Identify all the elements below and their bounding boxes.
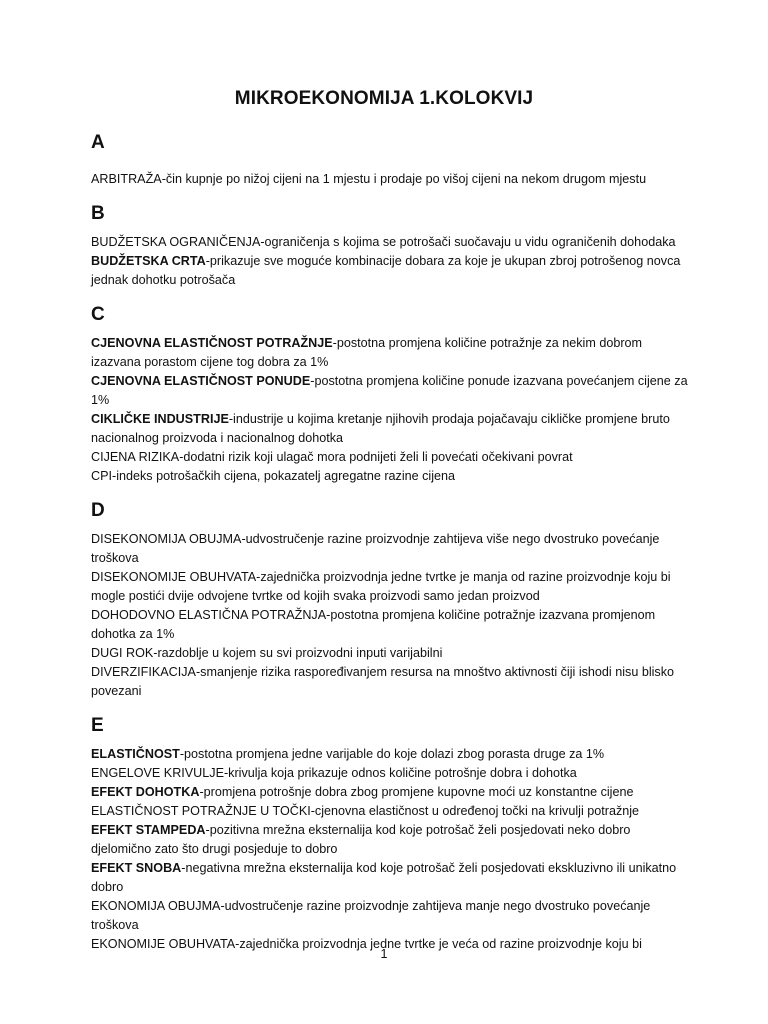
entry-definition: -razdoblje u kojem su svi proizvodni inputi varijabilni [153, 646, 443, 660]
entry-definition: -promjena potrošnje dobra zbog promjene kupovne moći uz konstantne cijene [199, 785, 634, 799]
document-title: MIKROEKONOMIJA 1.KOLOKVIJ [234, 88, 534, 109]
entry-term: CIKLIČKE INDUSTRIJE [91, 412, 229, 426]
entry-definition: -postotna promjena jedne varijable do koje dolazi zbog porasta druge za 1% [179, 747, 605, 761]
entry-definition: -udvostručenje razine proizvodnje zahtijeva manje nego dvostruko povećanje troškova [91, 899, 651, 932]
section-d [91, 498, 691, 701]
entry-term: EFEKT STAMPEDA [91, 823, 206, 837]
glossary-entry [91, 233, 691, 252]
entry-definition: -negativna mrežna eksternalija kod koje potrošač želi posjedovati ekskluzivno ili unikatno dobro [91, 861, 677, 894]
glossary-entry [91, 170, 691, 189]
entry-definition: -postotna promjena količine ponude izazvana povećanjem cijene za 1% [91, 374, 688, 407]
entry-definition: -indeks potrošačkih cijena, pokazatelj agregatne razine cijena [112, 469, 456, 483]
glossary-entry [91, 467, 691, 486]
entry-definition: -zajednička proizvodnja jedne tvrtke je veća od razine proizvodnje koju bi [235, 937, 642, 951]
entry-definition: -ograničenja s kojima se potrošači suočavaju u vidu ograničenih dohodaka [260, 235, 676, 249]
glossary-entry [91, 859, 691, 897]
entry-definition: -krivulja koja prikazuje odnos količine potrošnje dobra i dohotka [223, 766, 577, 780]
glossary-content [91, 130, 691, 966]
section-letter: E [91, 715, 104, 736]
entry-term: CPI [91, 469, 112, 483]
entry-definition: -udvostručenje razine proizvodnje zahtijeva više nego dvostruko povećanje troškova [91, 532, 660, 565]
glossary-entry [91, 448, 691, 467]
entry-term: DISEKONOMIJE OBUHVATA [91, 570, 257, 584]
entry-term: EFEKT SNOBA [91, 861, 182, 875]
entry-term: ARBITRAŽA [91, 172, 162, 186]
entry-definition: -smanjenje rizika raspoređivanjem resursa na mnoštvo aktivnosti čiji ishodi nisu blisko povezani [91, 665, 675, 698]
entry-term: DISEKONOMIJA OBUJMA [91, 532, 242, 546]
entry-term: DOHODOVNO ELASTIČNA POTRAŽNJA [91, 608, 327, 622]
entry-term: ENGELOVE KRIVULJE [91, 766, 224, 780]
entry-term: BUDŽETSKA CRTA [91, 254, 206, 268]
glossary-entry [91, 252, 691, 290]
glossary-entry [91, 821, 691, 859]
entry-definition: -dodatni rizik koji ulagač mora podnijeti želi li povećati očekivani povrat [179, 450, 573, 464]
glossary-entry [91, 783, 691, 802]
glossary-entry [91, 663, 691, 701]
entry-definition: -cjenovna elastičnost u određenoj točki na krivulji potražnje [310, 804, 640, 818]
entry-definition: -čin kupnje po nižoj cijeni na 1 mjestu i prodaje po višoj cijeni na nekom drugom mjestu [161, 172, 647, 186]
entry-term: EKONOMIJA OBUJMA [91, 899, 221, 913]
glossary-entry [91, 334, 691, 372]
entry-term: DUGI ROK [91, 646, 154, 660]
section-letter: D [91, 500, 105, 521]
entry-definition: -postotna promjena količine potražnje za nekim dobrom izazvana porastom cijene tog dobra za 1% [91, 336, 643, 369]
glossary-entry [91, 764, 691, 783]
entry-term: CJENOVNA ELASTIČNOST POTRAŽNJE [91, 336, 333, 350]
entry-term: CIJENA RIZIKA [91, 450, 180, 464]
entry-term: CJENOVNA ELASTIČNOST PONUDE [91, 374, 311, 388]
glossary-entry [91, 745, 691, 764]
section-a [91, 130, 691, 189]
entry-term: DIVERZIFIKACIJA [91, 665, 196, 679]
entry-definition: -zajednička proizvodnja jedne tvrtke je manja od razine proizvodnje koju bi mogle postići dvije odvojene tvrtke od kojih svaka proizvodi samo jedan proizvod [91, 570, 671, 603]
glossary-entry [91, 644, 691, 663]
glossary-entry [91, 372, 691, 410]
section-c [91, 302, 691, 486]
glossary-entry [91, 530, 691, 568]
entry-term: ELASTIČNOST POTRAŽNJE U TOČKI [91, 804, 311, 818]
glossary-entry [91, 897, 691, 935]
section-b [91, 201, 691, 290]
entry-definition: -prikazuje sve moguće kombinacije dobara za koje je ukupan zbroj potrošenog novca jednak dohotku potrošača [91, 254, 681, 287]
section-e [91, 713, 691, 954]
entry-term: EFEKT DOHOTKA [91, 785, 200, 799]
section-letter: C [91, 304, 105, 325]
entry-definition: -industrije u kojima kretanje njihovih prodaja pojačavaju cikličke promjene bruto nacionalnog proizvoda i nacionalnog dohotka [91, 412, 670, 445]
section-letter: B [91, 203, 105, 224]
glossary-entry [91, 802, 691, 821]
entry-definition: -pozitivna mrežna eksternalija kod koje potrošač želi posjedovati neko dobro djelomično zato što drugi posjeduje to dobro [91, 823, 631, 856]
page-number: 1 [380, 947, 388, 961]
entry-definition: -postotna promjena količine potražnje izazvana promjenom dohotka za 1% [91, 608, 656, 641]
entry-term: BUDŽETSKA OGRANIČENJA [91, 235, 261, 249]
glossary-entry [91, 568, 691, 606]
glossary-entry [91, 410, 691, 448]
section-letter: A [91, 132, 105, 153]
entry-term: ELASTIČNOST [91, 747, 180, 761]
entry-term: EKONOMIJE OBUHVATA [91, 937, 236, 951]
glossary-entry [91, 606, 691, 644]
